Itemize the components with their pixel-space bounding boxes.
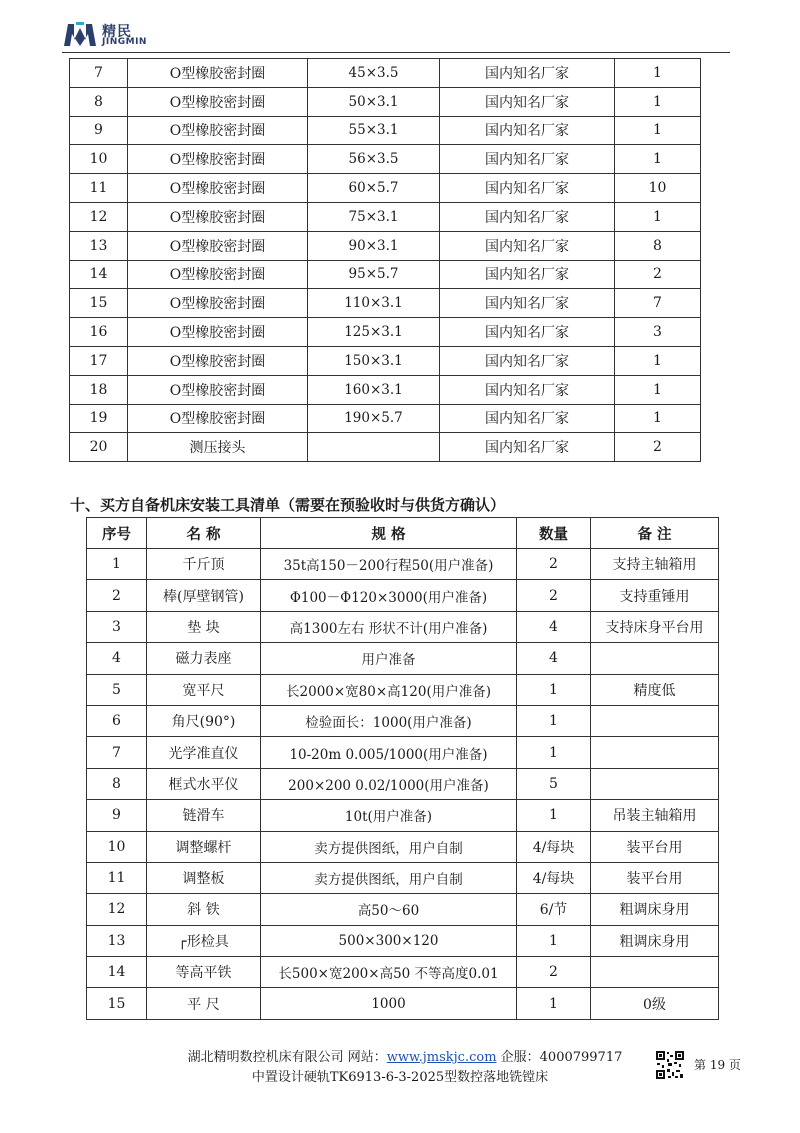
table-row xyxy=(70,87,701,116)
table-row xyxy=(87,643,719,674)
part-qty: 3 xyxy=(615,318,701,347)
part-brand: 国内知名厂家 xyxy=(440,59,615,88)
part-qty: 8 xyxy=(615,231,701,260)
tool-qty: 1 xyxy=(517,988,591,1019)
page-number: 第 19 页 xyxy=(694,1058,741,1072)
tool-spec: 检验面长：1000(用户准备) xyxy=(261,705,517,736)
row-number: 11 xyxy=(70,174,128,203)
table-row xyxy=(70,375,701,404)
part-brand: 国内知名厂家 xyxy=(440,87,615,116)
row-number: 4 xyxy=(87,643,147,674)
logo-english-name: JINGMIN xyxy=(102,37,147,47)
table-row xyxy=(70,433,701,462)
footer-model: 中置设计硬轨TK6913-6-3-2025型数控落地铣镗床 xyxy=(251,1070,549,1085)
table-row xyxy=(87,831,719,862)
tool-name: 千斤顶 xyxy=(147,549,261,580)
part-brand: 国内知名厂家 xyxy=(440,174,615,203)
part-qty: 1 xyxy=(615,346,701,375)
table-row xyxy=(87,988,719,1019)
table-row xyxy=(87,611,719,642)
part-name: 测压接头 xyxy=(128,433,308,462)
tool-qty: 4 xyxy=(517,611,591,642)
tool-spec: 高1300左右 形状不计(用户准备) xyxy=(261,611,517,642)
part-spec: 150×3.1 xyxy=(308,346,440,375)
part-name: O型橡胶密封圈 xyxy=(128,174,308,203)
logo-chinese-name: 精民 xyxy=(102,24,132,40)
row-number: 8 xyxy=(87,768,147,799)
row-number: 6 xyxy=(87,705,147,736)
row-number: 10 xyxy=(70,145,128,174)
table-row xyxy=(87,925,719,956)
installation-tools-table xyxy=(86,517,719,1020)
part-brand: 国内知名厂家 xyxy=(440,404,615,433)
part-qty: 1 xyxy=(615,59,701,88)
tool-name: 斜 铁 xyxy=(147,894,261,925)
row-number: 8 xyxy=(70,87,128,116)
tool-note: 支持重锤用 xyxy=(591,580,719,611)
part-name: O型橡胶密封圈 xyxy=(128,116,308,145)
row-number: 19 xyxy=(70,404,128,433)
footer-company: 湖北精明数控机床有限公司 网站： xyxy=(187,1050,387,1065)
part-spec xyxy=(308,433,440,462)
part-spec: 110×3.1 xyxy=(308,289,440,318)
part-qty: 2 xyxy=(615,433,701,462)
part-spec: 190×5.7 xyxy=(308,404,440,433)
part-brand: 国内知名厂家 xyxy=(440,145,615,174)
tool-spec: 卖方提供图纸，用户自制 xyxy=(261,862,517,893)
header-spec: 规 格 xyxy=(261,518,517,549)
row-number: 14 xyxy=(87,957,147,988)
tool-note xyxy=(591,768,719,799)
table-row xyxy=(70,260,701,289)
row-number: 12 xyxy=(87,894,147,925)
part-spec: 56×3.5 xyxy=(308,145,440,174)
row-number: 18 xyxy=(70,375,128,404)
table-row xyxy=(87,674,719,705)
table-row xyxy=(70,116,701,145)
table-row xyxy=(70,289,701,318)
table-row xyxy=(87,862,719,893)
tool-qty: 5 xyxy=(517,768,591,799)
tool-name: 光学准直仪 xyxy=(147,737,261,768)
part-brand: 国内知名厂家 xyxy=(440,260,615,289)
tool-qty: 6/节 xyxy=(517,894,591,925)
tool-spec: 35t高150－200行程50(用户准备) xyxy=(261,549,517,580)
table-row xyxy=(70,202,701,231)
tool-qty: 4/每块 xyxy=(517,862,591,893)
tool-qty: 2 xyxy=(517,580,591,611)
tool-note xyxy=(591,957,719,988)
row-number: 3 xyxy=(87,611,147,642)
table-row xyxy=(87,957,719,988)
seal-parts-table xyxy=(69,58,701,462)
table-row xyxy=(70,318,701,347)
tool-qty: 2 xyxy=(517,957,591,988)
tool-name: 框式水平仪 xyxy=(147,768,261,799)
tool-spec: 500×300×120 xyxy=(261,925,517,956)
table-row xyxy=(70,145,701,174)
tool-note xyxy=(591,737,719,768)
part-spec: 50×3.1 xyxy=(308,87,440,116)
tool-note: 粗调床身用 xyxy=(591,925,719,956)
part-name: O型橡胶密封圈 xyxy=(128,260,308,289)
tool-note: 精度低 xyxy=(591,674,719,705)
tool-spec: 卖方提供图纸，用户自制 xyxy=(261,831,517,862)
tool-name: 平 尺 xyxy=(147,988,261,1019)
part-brand: 国内知名厂家 xyxy=(440,433,615,462)
part-qty: 1 xyxy=(615,87,701,116)
part-brand: 国内知名厂家 xyxy=(440,375,615,404)
part-qty: 1 xyxy=(615,375,701,404)
part-qty: 1 xyxy=(615,145,701,174)
table-row xyxy=(87,549,719,580)
part-name: O型橡胶密封圈 xyxy=(128,375,308,404)
tool-note xyxy=(591,643,719,674)
part-qty: 1 xyxy=(615,116,701,145)
header-no: 序号 xyxy=(87,518,147,549)
part-name: O型橡胶密封圈 xyxy=(128,145,308,174)
table-row xyxy=(87,705,719,736)
part-name: O型橡胶密封圈 xyxy=(128,231,308,260)
tool-spec: 用户准备 xyxy=(261,643,517,674)
tool-qty: 1 xyxy=(517,705,591,736)
tool-name: 调整螺杆 xyxy=(147,831,261,862)
table-row xyxy=(87,768,719,799)
part-brand: 国内知名厂家 xyxy=(440,116,615,145)
table-row xyxy=(70,174,701,203)
part-spec: 75×3.1 xyxy=(308,202,440,231)
part-spec: 55×3.1 xyxy=(308,116,440,145)
header-qty: 数量 xyxy=(517,518,591,549)
footer-website-link[interactable]: www.jmskjc.com xyxy=(386,1050,497,1065)
row-number: 7 xyxy=(87,737,147,768)
part-qty: 2 xyxy=(615,260,701,289)
footer-phone: 企服：4000799717 xyxy=(496,1050,623,1065)
row-number: 15 xyxy=(87,988,147,1019)
tool-name: 角尺(90°) xyxy=(147,705,261,736)
part-name: O型橡胶密封圈 xyxy=(128,318,308,347)
tool-spec: 长2000×宽80×高120(用户准备) xyxy=(261,674,517,705)
row-number: 9 xyxy=(70,116,128,145)
part-brand: 国内知名厂家 xyxy=(440,202,615,231)
row-number: 17 xyxy=(70,346,128,375)
part-spec: 95×5.7 xyxy=(308,260,440,289)
tool-qty: 1 xyxy=(517,737,591,768)
row-number: 5 xyxy=(87,674,147,705)
tool-spec: 高50～60 xyxy=(261,894,517,925)
part-name: O型橡胶密封圈 xyxy=(128,87,308,116)
tool-name: 等高平铁 xyxy=(147,957,261,988)
part-name: O型橡胶密封圈 xyxy=(128,59,308,88)
tool-note: 粗调床身用 xyxy=(591,894,719,925)
part-spec: 60×5.7 xyxy=(308,174,440,203)
part-brand: 国内知名厂家 xyxy=(440,231,615,260)
row-number: 20 xyxy=(70,433,128,462)
part-spec: 125×3.1 xyxy=(308,318,440,347)
tool-spec: 10-20m 0.005/1000(用户准备) xyxy=(261,737,517,768)
row-number: 16 xyxy=(70,318,128,347)
row-number: 7 xyxy=(70,59,128,88)
header-name: 名 称 xyxy=(147,518,261,549)
tool-name: 调整板 xyxy=(147,862,261,893)
part-qty: 10 xyxy=(615,174,701,203)
table-row xyxy=(70,59,701,88)
part-brand: 国内知名厂家 xyxy=(440,318,615,347)
table-row xyxy=(87,894,719,925)
table-row xyxy=(87,737,719,768)
part-brand: 国内知名厂家 xyxy=(440,289,615,318)
part-name: O型橡胶密封圈 xyxy=(128,202,308,231)
row-number: 9 xyxy=(87,800,147,831)
table-row xyxy=(70,346,701,375)
tool-qty: 2 xyxy=(517,549,591,580)
tool-name: 棒(厚壁钢管) xyxy=(147,580,261,611)
logo-mark-icon xyxy=(62,20,98,48)
table-row xyxy=(70,404,701,433)
part-name: O型橡胶密封圈 xyxy=(128,346,308,375)
section-title: 十、买方自备机床安装工具清单（需要在预验收时与供货方确认） xyxy=(70,496,506,514)
tool-qty: 4/每块 xyxy=(517,831,591,862)
row-number: 2 xyxy=(87,580,147,611)
row-number: 15 xyxy=(70,289,128,318)
row-number: 1 xyxy=(87,549,147,580)
part-spec: 160×3.1 xyxy=(308,375,440,404)
tool-spec: 1000 xyxy=(261,988,517,1019)
header-note: 备 注 xyxy=(591,518,719,549)
table-header-row xyxy=(87,518,719,549)
tool-note: 支持主轴箱用 xyxy=(591,549,719,580)
table-row xyxy=(87,800,719,831)
part-name: O型橡胶密封圈 xyxy=(128,289,308,318)
tool-name: 磁力表座 xyxy=(147,643,261,674)
part-spec: 45×3.5 xyxy=(308,59,440,88)
part-qty: 7 xyxy=(615,289,701,318)
tool-qty: 1 xyxy=(517,925,591,956)
header-divider xyxy=(62,52,730,53)
tool-spec: Φ100－Φ120×3000(用户准备) xyxy=(261,580,517,611)
table-row xyxy=(87,580,719,611)
table-row xyxy=(70,231,701,260)
tool-qty: 1 xyxy=(517,674,591,705)
row-number: 11 xyxy=(87,862,147,893)
tool-note: 0级 xyxy=(591,988,719,1019)
tool-qty: 1 xyxy=(517,800,591,831)
tool-name: ┌形检具 xyxy=(147,925,261,956)
part-qty: 1 xyxy=(615,404,701,433)
tool-name: 垫 块 xyxy=(147,611,261,642)
tool-spec: 200×200 0.02/1000(用户准备) xyxy=(261,768,517,799)
tool-note: 支持床身平台用 xyxy=(591,611,719,642)
tool-note xyxy=(591,705,719,736)
tool-qty: 4 xyxy=(517,643,591,674)
row-number: 12 xyxy=(70,202,128,231)
part-qty: 1 xyxy=(615,202,701,231)
part-name: O型橡胶密封圈 xyxy=(128,404,308,433)
tool-spec: 长500×宽200×高50 不等高度0.01 xyxy=(261,957,517,988)
tool-note: 吊装主轴箱用 xyxy=(591,800,719,831)
part-spec: 90×3.1 xyxy=(308,231,440,260)
row-number: 14 xyxy=(70,260,128,289)
tool-spec: 10t(用户准备) xyxy=(261,800,517,831)
company-logo xyxy=(62,20,182,48)
part-brand: 国内知名厂家 xyxy=(440,346,615,375)
tool-note: 装平台用 xyxy=(591,831,719,862)
row-number: 13 xyxy=(87,925,147,956)
row-number: 10 xyxy=(87,831,147,862)
row-number: 13 xyxy=(70,231,128,260)
tool-name: 宽平尺 xyxy=(147,674,261,705)
tool-name: 链滑车 xyxy=(147,800,261,831)
tool-note: 装平台用 xyxy=(591,862,719,893)
